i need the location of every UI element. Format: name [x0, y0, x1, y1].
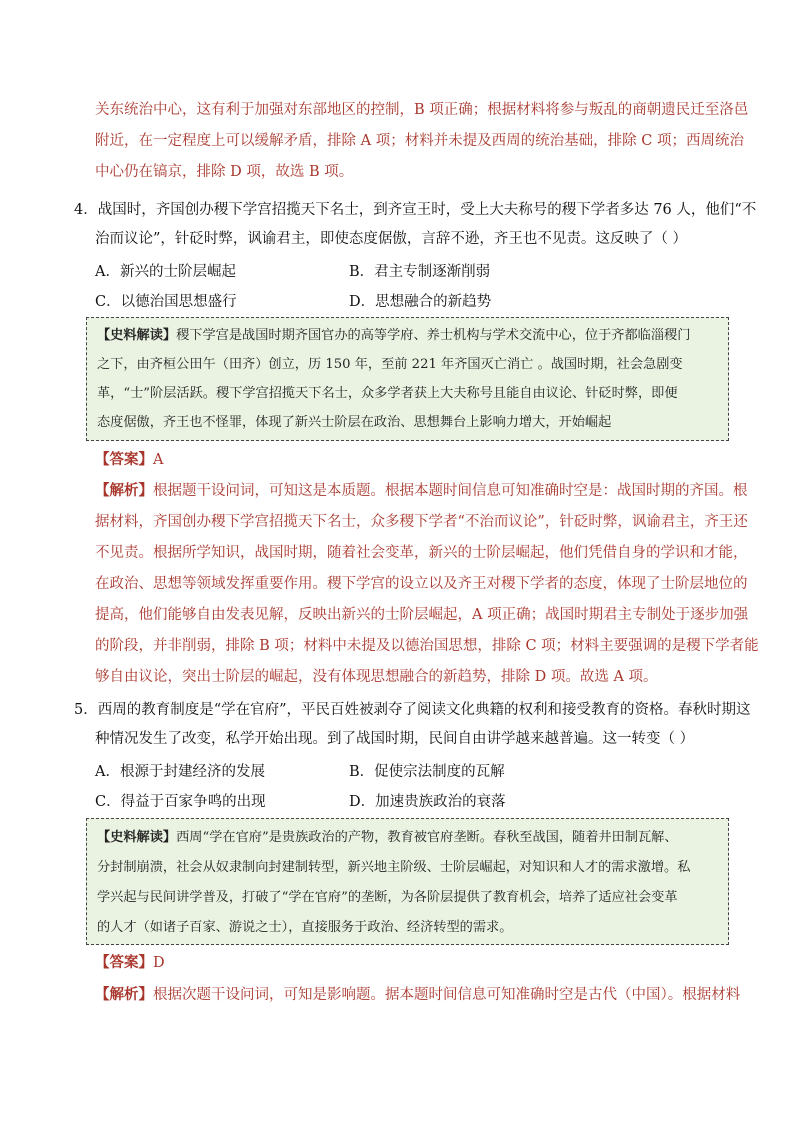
q5-material-text-1: 西周“学在官府”是贵族政治的产物，教育被官府垄断。春秋至战国，随着井田制瓦解、: [176, 830, 678, 845]
q4-analysis-line-5: 提高，他们能够自由发表见解，反映出新兴的士阶层崛起，A 项正确；战国时期君主专制处于逐步加强: [95, 607, 749, 623]
q5-analysis-text-1: 根据次题干设问词，可知是影响题。据本题时间信息可知准确时空是古代（中国）。根据材料: [153, 987, 741, 1003]
q5-material-box: [86, 818, 729, 945]
q4-material-line-4: 态度倨傲，齐王也不怪罪，体现了新兴士阶层在政治、思想舞台上影响力增大，开始崛起: [97, 415, 612, 430]
q4-material-line-1: [97, 327, 690, 345]
q4-analysis-line-6: 的阶段，并非削弱，排除 B 项；材料中未提及以德治国思想，排除 C 项；材料主要强调的是稷下学者能: [95, 638, 759, 654]
q4-analysis-text-1: 根据题干设问词，可知这是本质题。根据本题时间信息可知准确时空是：战国时期的齐国。根: [153, 483, 748, 499]
q4-analysis-tag: 【解析】: [95, 482, 153, 499]
q5-material-line-3: 学兴起与民间讲学普及，打破了“学在官府”的垄断，为各阶层提供了教育机会，培养了适应社会变革: [97, 890, 678, 905]
q4-answer-tag: 【答案】: [95, 451, 153, 468]
q4-option-a[interactable]: A．新兴的士阶层崛起: [95, 264, 236, 280]
q4-option-b[interactable]: B．君主专制逐渐削弱: [349, 264, 491, 280]
q4-material-line-3: 革，“士”阶层活跃。稷下学宫招揽天下名士，众多学者获上大夫称号且能自由议论、针砭时弊，即便: [97, 386, 678, 401]
prev-analysis-line-3: 中心仍在镐京，排除 D 项，故选 B 项。: [95, 164, 354, 180]
q4-material-text-1: 稷下学宫是战国时期齐国官办的高等学府、养士机构与学术交流中心，位于齐都临淄稷门: [176, 328, 691, 343]
q4-stem-line-2: 治而议论”，针砭时弊，讽谕君主，即使态度倨傲，言辞不逊，齐王也不见责。这反映了（ ）: [95, 231, 688, 247]
q5-option-b[interactable]: B．促使宗法制度的瓦解: [349, 764, 505, 780]
q5-material-line-1: [97, 829, 678, 847]
q4-answer: [95, 450, 163, 470]
q4-material-tag: 【史料解读】: [97, 328, 177, 343]
q5-analysis-tag: 【解析】: [95, 986, 153, 1003]
q5-answer: [95, 953, 165, 973]
q5-stem-line-2: 种情况发生了改变，私学开始出现。到了战国时期，民间自由讲学越来越普遍。这一转变（ ）: [95, 731, 695, 747]
q5-material-line-2: 分封制崩溃，社会从奴隶制向封建制转型，新兴地主阶级、士阶层崛起，对知识和人才的需求激增。私: [97, 860, 691, 875]
q4-material-box: [86, 317, 729, 441]
q4-answer-value: A: [153, 452, 164, 468]
q5-analysis-line-1: [95, 985, 740, 1005]
q5-material-line-4: 的人才（如诸子百家、游说之士），直接服务于政治、经济转型的需求。: [97, 920, 513, 935]
prev-analysis-line-2: 附近，在一定程度上可以缓解矛盾，排除 A 项；材料并未提及西周的统治基础，排除 C 项；西周统治: [95, 133, 744, 149]
q5-option-a[interactable]: A．根源于封建经济的发展: [95, 764, 265, 780]
q5-answer-tag: 【答案】: [95, 954, 153, 971]
q5-answer-value: D: [153, 955, 165, 971]
q5-option-c[interactable]: C．得益于百家争鸣的出现: [95, 794, 266, 810]
prev-analysis-line-1: 关东统治中心，这有利于加强对东部地区的控制，B 项正确；根据材料将参与叛乱的商朝遗民迁至洛邑: [95, 102, 749, 118]
q4-analysis-line-1: [95, 481, 748, 501]
q4-analysis-line-2: 据材料，齐国创办稷下学宫招揽天下名士，众多稷下学者“不治而议论”，针砭时弊，讽谕君主，齐王还: [95, 514, 748, 530]
q4-analysis-line-3: 不见责。根据所学知识，战国时期，随着社会变革，新兴的士阶层崛起，他们凭借自身的学识和才能，: [95, 545, 748, 561]
q4-material-line-2: 之下，由齐桓公田午（田齐）创立，历 150 年，至前 221 年齐国灭亡消亡 。战国时期，社会急剧变: [97, 357, 683, 372]
q4-stem-line-1: 4．战国时，齐国创办稷下学宫招揽天下名士，到齐宣王时，受上大夫称号的稷下学者多达 76 人，他们“不: [74, 202, 757, 218]
q5-option-d[interactable]: D．加速贵族政治的衰落: [349, 794, 506, 810]
q4-option-c[interactable]: C．以德治国思想盛行: [95, 294, 237, 310]
q4-option-d[interactable]: D．思想融合的新趋势: [349, 294, 492, 310]
q5-material-tag: 【史料解读】: [97, 830, 177, 845]
q5-stem-line-1: 5．西周的教育制度是“学在官府”，平民百姓被剥夺了阅读文化典籍的权利和接受教育的资格。春秋时期这: [74, 702, 751, 718]
q4-analysis-line-4: 在政治、思想等领域发挥重要作用。稷下学宫的设立以及齐王对稷下学者的态度，体现了士阶层地位的: [95, 576, 748, 592]
q4-analysis-line-7: 够自由议论，突出士阶层的崛起，没有体现思想融合的新趋势，排除 D 项。故选 A 项。: [95, 669, 658, 685]
